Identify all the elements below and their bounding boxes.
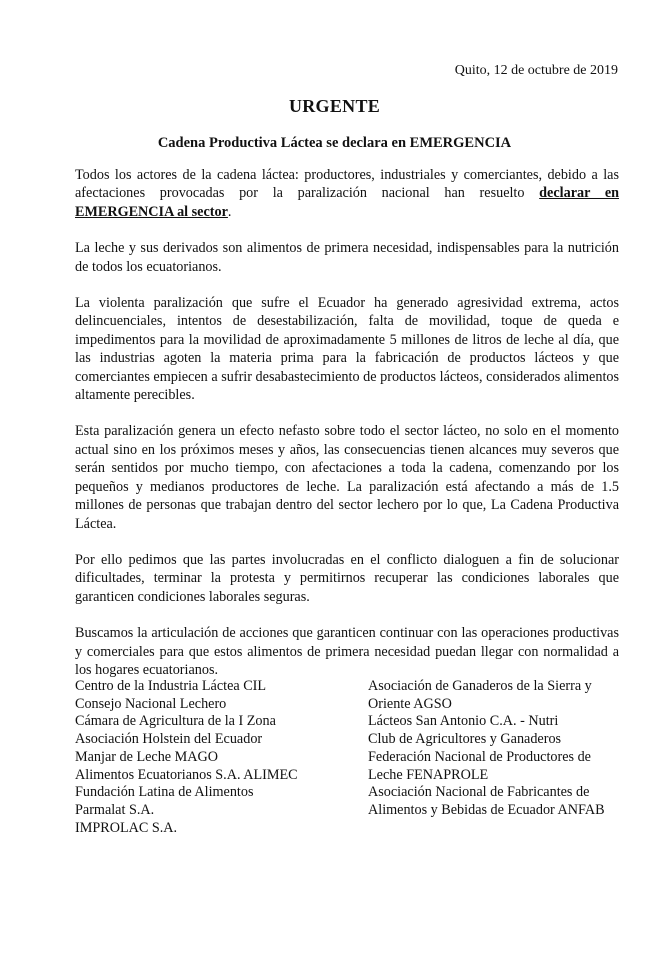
signatories-left bbox=[75, 678, 345, 837]
paragraph-1-emphasis: declarar en EMERGENCIA al sector bbox=[75, 185, 620, 220]
signatory-line: Oriente AGSO bbox=[368, 695, 452, 712]
signatory-line: Parmalat S.A. bbox=[75, 801, 155, 818]
paragraph-2: La leche y sus derivados son alimentos de primera necesidad, indispensables para la nutrición de todos los ecuatorianos. bbox=[75, 240, 619, 275]
document-title: URGENTE bbox=[288, 96, 381, 116]
paragraph-4: Esta paralización genera un efecto nefasto sobre todo el sector lácteo, no solo en el momento actual sino en los próximos meses y años, las consecuencias tienen alcances muy severos que serán sentidos por mucho tiempo, con afectaciones a toda la cadena, comenzando por los pequeños y medianos productores de leche. La paralización está afectando a más de 1.5 millones de personas que trabajan dentro del sector lechero por lo que, La Cadena Productiva Láctea. bbox=[75, 423, 619, 532]
paragraph-1-text: Todos los actores de la cadena láctea: productores, industriales y comerciantes, debido a las afectaciones provocadas por la paralización nacional han resuelto bbox=[75, 167, 619, 202]
signatory-line: Federación Nacional de Productores de bbox=[368, 748, 591, 765]
paragraph-5: Por ello pedimos que las partes involucradas en el conflicto dialoguen a fin de solucionar dificultades, terminar la protesta y permitirnos recuperar las condiciones laborales que garanticen condiciones laborales seguras. bbox=[75, 551, 619, 605]
paragraph-1-end: . bbox=[227, 203, 232, 220]
paragraph-3: La violenta paralización que sufre el Ecuador ha generado agresividad extrema, actos delincuenciales, intentos de desestabilización, falta de movilidad, toque de queda e impedimentos para la movilidad de aproximadamente 5 millones de litros de leche al día, que las industrias agoten la materia prima para la fabricación de productos lácteos y que comerciantes empiecen a sufrir desabastecimiento de productos lácteos, considerados alimentos altamente perecibles. bbox=[75, 295, 619, 404]
signatory-line: Manjar de Leche MAGO bbox=[75, 748, 219, 765]
signatory-line: Asociación de Ganaderos de la Sierra y bbox=[368, 678, 592, 694]
paragraph-6: Buscamos la articulación de acciones que garanticen continuar con las operaciones productivas y comerciales para que estos alimentos de primera necesidad puedan llegar con normalidad a los hogares ecuatorianos. bbox=[75, 625, 619, 678]
signatory-line: Club de Agricultores y Ganaderos bbox=[368, 731, 562, 748]
signatory-line: Leche FENAPROLE bbox=[368, 766, 489, 783]
signatory-line: Asociación Nacional de Fabricantes de bbox=[368, 784, 590, 801]
document-date: Quito, 12 de octubre de 2019 bbox=[454, 63, 618, 78]
document-subtitle: Cadena Productiva Láctea se declara en EMERGENCIA bbox=[157, 135, 512, 151]
document-body bbox=[75, 166, 619, 697]
signatory-line: Cámara de Agricultura de la I Zona bbox=[75, 713, 276, 730]
signatory-line: Centro de la Industria Láctea CIL bbox=[75, 678, 267, 694]
signatories-right bbox=[368, 678, 620, 820]
signatory-line: IMPROLAC S.A. bbox=[75, 819, 178, 836]
signatory-line: Fundación Latina de Alimentos bbox=[75, 784, 254, 801]
signatory-line: Lácteos San Antonio C.A. - Nutri bbox=[368, 713, 559, 730]
paragraph-1 bbox=[75, 166, 619, 221]
signatory-line: Consejo Nacional Lechero bbox=[75, 695, 227, 712]
signatory-line: Alimentos y Bebidas de Ecuador ANFAB bbox=[368, 801, 605, 818]
signatory-line: Asociación Holstein del Ecuador bbox=[75, 731, 263, 748]
signatory-line: Alimentos Ecuatorianos S.A. ALIMEC bbox=[75, 766, 298, 783]
